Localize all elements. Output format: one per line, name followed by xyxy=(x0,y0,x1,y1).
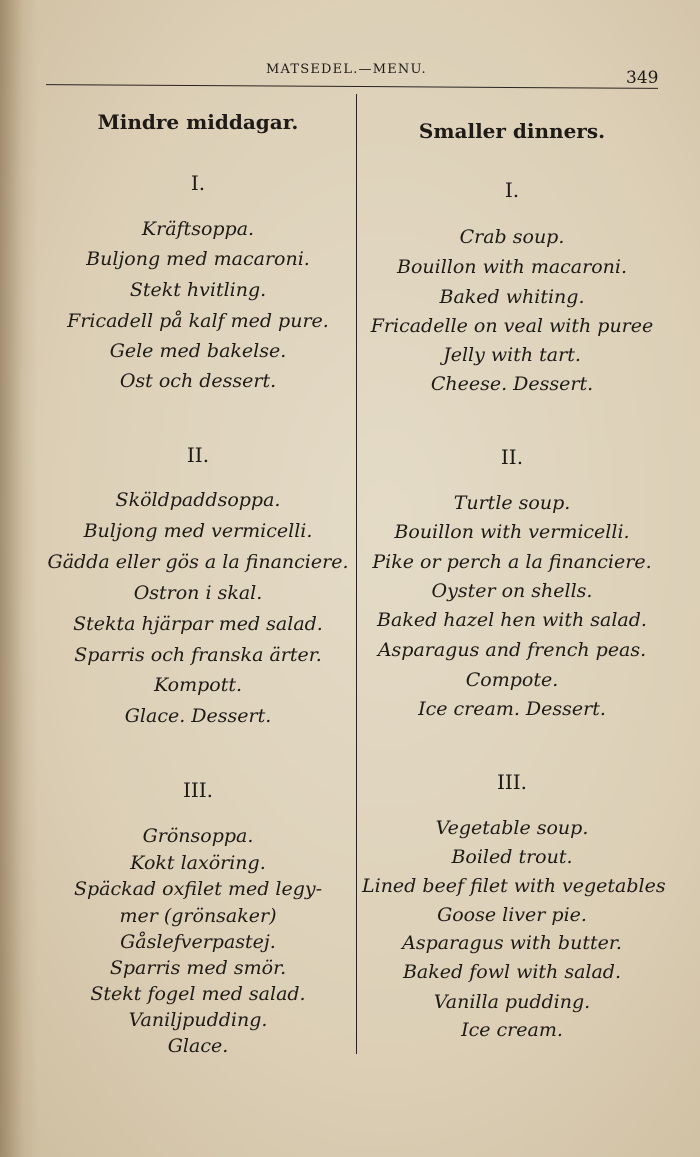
left-dish: Späckad oxfilet med legy- xyxy=(73,878,323,900)
right-dish: Compote. xyxy=(465,669,559,691)
left-dish: Glace. xyxy=(167,1035,229,1057)
right-dish: Ice cream. Dessert. xyxy=(418,698,606,720)
left-dish: Gädda eller gös a la financiere. xyxy=(47,551,349,573)
right-dish: Pike or perch a la financiere. xyxy=(372,551,652,573)
right-dish: Bouillon with macaroni. xyxy=(396,256,628,278)
right-dish: Fricadelle on veal with puree xyxy=(370,315,654,337)
right-dish: Vanilla pudding. xyxy=(433,991,591,1013)
left-dish: Stekt hvitling. xyxy=(129,279,267,301)
left-dish: Gele med bakelse. xyxy=(109,340,287,362)
left-dish: Vaniljpudding. xyxy=(128,1009,268,1031)
column-divider xyxy=(356,94,357,1054)
right-dish: Bouillon with vermicelli. xyxy=(394,521,630,543)
left-section-1-number: I. xyxy=(190,171,206,195)
page-number: 349 xyxy=(626,68,659,88)
left-column-title: Mindre middagar. xyxy=(97,110,299,134)
left-dish: Sparris med smör. xyxy=(109,957,287,979)
right-dish: Baked fowl with salad. xyxy=(402,961,622,983)
right-dish: Boiled trout. xyxy=(451,846,573,868)
right-dish: Cheese. Dessert. xyxy=(430,373,594,395)
right-dish: Goose liver pie. xyxy=(437,904,587,926)
right-dish: Jelly with tart. xyxy=(443,344,581,366)
right-dish: Baked whiting. xyxy=(439,286,585,308)
right-section-3-number: III. xyxy=(496,770,528,794)
right-dish: Ice cream. xyxy=(461,1019,563,1041)
left-dish: Ost och dessert. xyxy=(119,370,277,392)
right-dish: Vegetable soup. xyxy=(435,817,589,839)
right-dish: Asparagus and french peas. xyxy=(377,639,647,661)
left-dish: Kokt laxöring. xyxy=(130,852,266,874)
left-dish: Kräftsoppa. xyxy=(141,218,255,240)
right-dish: Oyster on shells. xyxy=(431,580,593,602)
left-dish: Fricadell på kalf med pure. xyxy=(67,310,329,332)
left-dish: Stekt fogel med salad. xyxy=(90,983,306,1005)
left-dish: Sparris och franska ärter. xyxy=(74,644,322,666)
right-dish: Baked hazel hen with salad. xyxy=(377,609,647,631)
right-section-1-number: I. xyxy=(504,178,520,202)
left-section-3-number: III. xyxy=(182,778,214,802)
page-header xyxy=(0,62,700,86)
right-dish: Asparagus with butter. xyxy=(402,932,622,954)
right-section-2-number: II. xyxy=(500,445,524,469)
left-dish: Gåslefverpastej. xyxy=(120,931,276,953)
left-dish: Kompott. xyxy=(153,674,243,696)
left-dish: Ostron i skal. xyxy=(133,582,263,604)
left-dish: Buljong med macaroni. xyxy=(86,248,310,270)
left-dish: mer (grönsaker) xyxy=(119,905,277,927)
left-dish: Sköldpaddsoppa. xyxy=(115,489,281,511)
running-head: MATSEDEL.—MENU. xyxy=(266,62,427,77)
left-dish: Buljong med vermicelli. xyxy=(83,520,313,542)
left-section-2-number: II. xyxy=(186,443,210,467)
page-gutter-shadow xyxy=(0,0,38,1157)
right-column-title: Smaller dinners. xyxy=(418,119,606,143)
left-dish: Glace. Dessert. xyxy=(124,705,272,727)
left-dish: Stekta hjärpar med salad. xyxy=(73,613,323,635)
left-dish: Grönsoppa. xyxy=(142,825,254,847)
right-dish: Crab soup. xyxy=(459,226,565,248)
right-dish: Turtle soup. xyxy=(453,492,571,514)
right-dish: Lined beef filet with vegetables xyxy=(362,875,666,897)
